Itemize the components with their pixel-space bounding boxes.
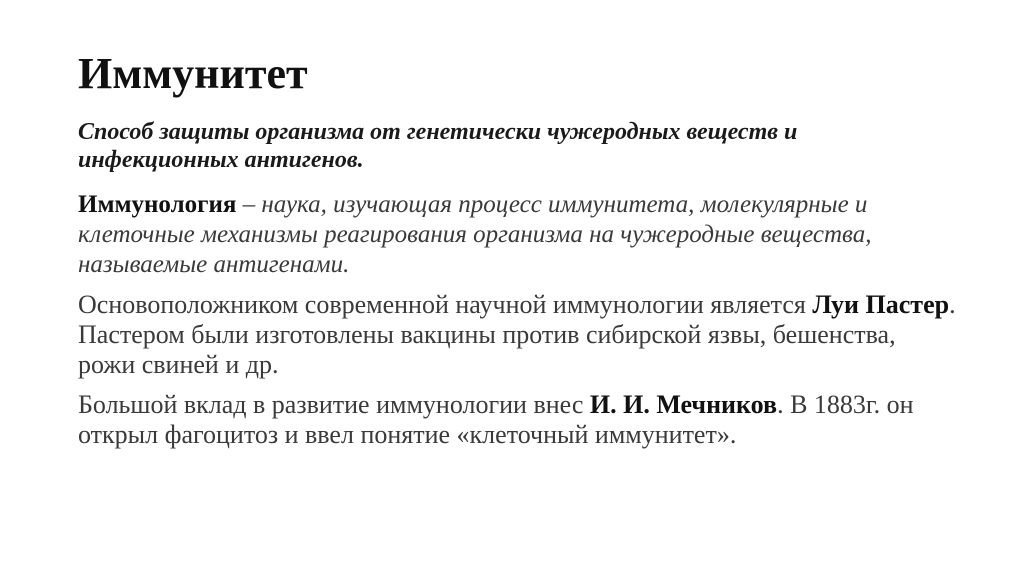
pasteur-paragraph bbox=[78, 290, 958, 380]
immunology-paragraph bbox=[78, 190, 958, 280]
immunology-definition: – наука, изучающая процесс иммунитета, молекулярные и клеточные механизмы реагирования организма на чужеродные вещества, называемые антигенами. bbox=[78, 191, 872, 278]
pasteur-text-after: . Пастером были изготовлены вакцины против сибирской язвы, бешенства, рожи свиней и др. bbox=[78, 290, 956, 379]
mechnikov-text-before: Большой вклад в развитие иммунологии внес bbox=[78, 390, 590, 419]
slide-title: Иммунитет bbox=[78, 49, 308, 98]
immunity-definition: Способ защиты организма от генетически чужеродных веществ и инфекционных антигенов. bbox=[78, 119, 798, 173]
mechnikov-text-after: . В 1883г. он открыл фагоцитоз и ввел понятие «клеточный иммунитет». bbox=[78, 390, 914, 449]
immunology-term: Иммунология bbox=[78, 191, 237, 218]
slide-body bbox=[78, 118, 958, 450]
mechnikov-paragraph bbox=[78, 390, 958, 450]
pasteur-name: Луи Пастер bbox=[812, 290, 950, 319]
pasteur-text-before: Основоположником современной научной иммунологии является bbox=[78, 290, 813, 319]
mechnikov-name: И. И. Мечников bbox=[589, 390, 778, 419]
